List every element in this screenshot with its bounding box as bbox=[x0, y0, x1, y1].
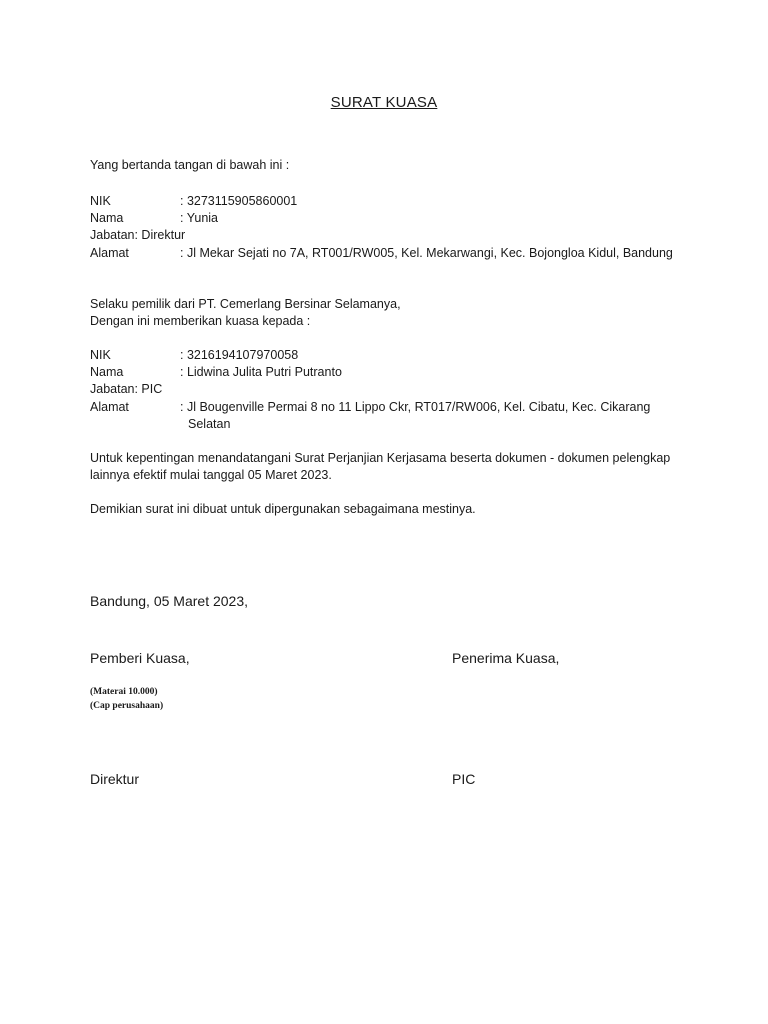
second-jabatan: Jabatan: PIC bbox=[90, 382, 163, 396]
second-nama-value: : Lidwina Julita Putri Putranto bbox=[180, 365, 342, 379]
giver-title: Direktur bbox=[90, 771, 140, 787]
receiver-label: Penerima Kuasa, bbox=[452, 650, 560, 666]
closing-text: Demikian surat ini dibuat untuk dipergunakan sebagaimana mestinya. bbox=[90, 502, 476, 516]
first-nik-value: : 3273115905860001 bbox=[180, 194, 298, 208]
second-nik-label: NIK bbox=[90, 348, 111, 362]
second-alamat-value-line1: : Jl Bougenville Permai 8 no 11 Lippo Ckr, RT017/RW006, Kel. Cibatu, Kec. Cikarang bbox=[180, 400, 651, 414]
cap-note: (Cap perusahaan) bbox=[90, 701, 164, 711]
place-date: Bandung, 05 Maret 2023, bbox=[90, 593, 249, 609]
second-nama-label: Nama bbox=[90, 365, 124, 379]
first-alamat-value: : Jl Mekar Sejati no 7A, RT001/RW005, Kel. Mekarwangi, Kec. Bojongloa Kidul, Bandung bbox=[180, 246, 673, 260]
first-nik-label: NIK bbox=[90, 194, 111, 208]
purpose-line2: lainnya efektif mulai tanggal 05 Maret 2023. bbox=[90, 468, 332, 482]
receiver-title: PIC bbox=[452, 771, 476, 787]
first-alamat-label: Alamat bbox=[90, 246, 129, 260]
document-title: SURAT KUASA bbox=[330, 94, 438, 111]
second-alamat-label: Alamat bbox=[90, 400, 129, 414]
second-nik-value: : 3216194107970058 bbox=[180, 348, 299, 362]
intro-text: Yang bertanda tangan di bawah ini : bbox=[90, 158, 290, 172]
first-nama-value: : Yunia bbox=[180, 211, 219, 225]
grant-line: Dengan ini memberikan kuasa kepada : bbox=[90, 314, 311, 328]
first-nama-label: Nama bbox=[90, 211, 124, 225]
purpose-line1: Untuk kepentingan menandatangani Surat Perjanjian Kerjasama beserta dokumen - dokumen pelengkap bbox=[90, 451, 671, 465]
materai-note: (Materai 10.000) bbox=[90, 687, 158, 697]
giver-label: Pemberi Kuasa, bbox=[90, 650, 190, 666]
first-jabatan: Jabatan: Direktur bbox=[90, 228, 186, 242]
owner-line: Selaku pemilik dari PT. Cemerlang Bersinar Selamanya, bbox=[90, 297, 401, 311]
second-alamat-value-line2: Selatan bbox=[188, 417, 231, 431]
